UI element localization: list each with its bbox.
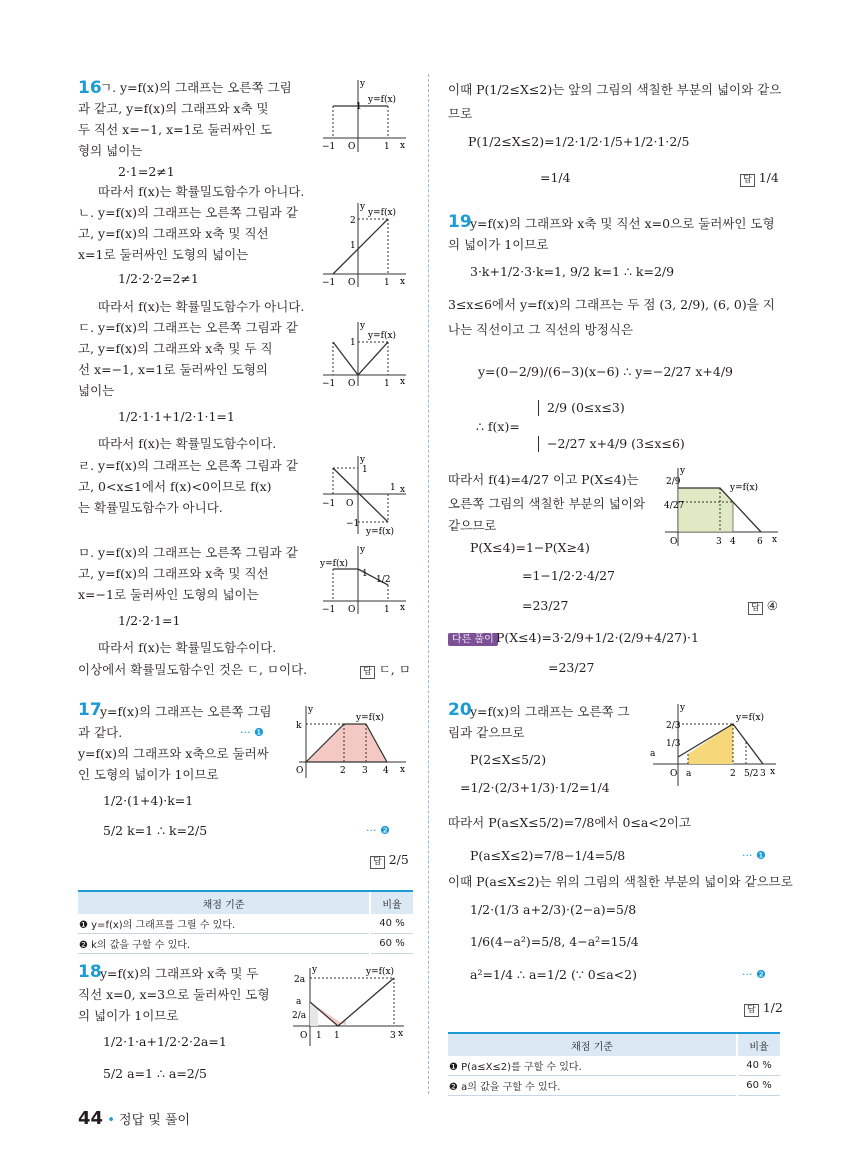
graph-label: 3 — [362, 766, 368, 776]
step-mark: ··· ❶ — [240, 726, 264, 739]
problem-number: 18 — [78, 962, 102, 982]
table-cell: ❷ k의 값을 구할 수 있다. — [78, 934, 370, 954]
answer: ④ — [766, 598, 778, 613]
equation: 5/2 a=1 ∴ a=2/5 — [103, 1066, 207, 1081]
text-line: 형의 넓이는 — [78, 143, 143, 158]
graph-label: a — [650, 749, 656, 759]
graph-label: 1 — [362, 465, 368, 475]
text-line: 따라서 f(x)는 확률밀도함수이다. — [98, 436, 277, 451]
equation: a²=1/4 ∴ a=1/2 (∵ 0≤a<2) — [470, 967, 637, 982]
text-line: 고, 0<x≤1에서 f(x)<0이므로 f(x) — [78, 479, 272, 494]
graph-label: y — [308, 705, 314, 715]
equation: P(X≤4)=1−P(X≥4) — [470, 540, 590, 555]
graph-label: −1 — [322, 379, 336, 388]
step-mark: ··· ❷ — [742, 968, 766, 981]
graph-label: 4/27 — [664, 501, 685, 511]
answer: ㄷ, ㅁ — [378, 662, 411, 677]
table-header: 채점 기준 — [78, 891, 370, 914]
equation: 2/9 (0≤x≤3) — [538, 400, 625, 416]
text-line: 의 넓이가 1이므로 — [78, 1008, 179, 1023]
equation: 1/2·(1/3 a+2/3)·(2−a)=5/8 — [470, 902, 637, 917]
text-line: 나는 직선이고 그 직선의 방정식은 — [448, 322, 633, 337]
text-line: x=−1로 둘러싸인 도형의 넓이는 — [78, 587, 259, 602]
graph-label: 3 — [760, 769, 766, 779]
equation: 1/2·(1+4)·k=1 — [103, 793, 194, 808]
graph-16a — [318, 76, 410, 154]
graph-label: −1 — [322, 142, 336, 152]
graph-20 — [648, 702, 780, 788]
graph-label: 2a — [294, 975, 306, 985]
text-line: 과 같고, y=f(x)의 그래프와 x축 및 — [78, 101, 269, 116]
graph-label: y — [360, 455, 366, 465]
graph-label: 6 — [757, 537, 763, 547]
curve-label: y=f(x) — [320, 559, 349, 569]
graph-label: O — [348, 278, 356, 288]
answer: 2/5 — [388, 852, 409, 867]
text-line: y=f(x)의 그래프와 x축으로 둘러싸 — [78, 746, 269, 761]
graph-label: −1 — [322, 278, 336, 288]
text-line: ㄹ. y=f(x)의 그래프는 오른쪽 그림과 같 — [78, 458, 298, 473]
text-line: 두 직선 x=−1, x=1로 둘러싸인 도 — [78, 122, 272, 137]
graph-label: 2 — [340, 766, 346, 776]
text-line: y=f(x)의 그래프는 오른쪽 그 — [470, 704, 630, 719]
graph-label: x — [772, 535, 778, 545]
equation: −2/27 x+4/9 (3≤x≤6) — [538, 436, 685, 452]
text-line: 선 x=−1, x=1로 둘러싸인 도형의 — [78, 362, 268, 377]
graph-label: 1/2 — [376, 575, 391, 585]
graph-label: O — [670, 537, 678, 547]
equation: =1/4 — [540, 170, 571, 185]
graph-label: 1 — [390, 483, 396, 493]
graph-label: 5/2 — [744, 769, 759, 779]
page-footer — [78, 1108, 190, 1129]
problem-number: 17 — [78, 700, 102, 720]
alternative-solution-badge: 다른 풀이 — [448, 633, 498, 646]
step-mark: ··· ❷ — [366, 824, 390, 837]
graph-18 — [288, 964, 408, 1048]
graph-label: 1 — [384, 379, 390, 388]
curve-label: y=f(x) — [736, 713, 765, 723]
text-line: 이때 P(a≤X≤2)는 위의 그림의 색칠한 부분의 넓이와 같으므로 — [448, 874, 793, 889]
graph-label: x — [400, 485, 406, 495]
equation: =1−1/2·2·4/27 — [522, 568, 615, 583]
text-line: y=f(x)의 그래프는 오른쪽 그림 — [100, 704, 272, 719]
text-line: 고, y=f(x)의 그래프와 x축 및 두 직 — [78, 341, 273, 356]
graph-label: 1 — [356, 102, 362, 112]
graph-label: a — [296, 997, 302, 1007]
graph-label: 1/3 — [666, 739, 681, 749]
table-row — [448, 1076, 780, 1096]
problem-number: 20 — [448, 700, 472, 720]
footer-title: 정답 및 풀이 — [119, 1113, 191, 1128]
graph-label: 1 — [384, 142, 390, 152]
graph-label: O — [300, 1031, 308, 1041]
answer-icon: 답 — [370, 856, 385, 869]
graph-label: 4 — [383, 766, 389, 776]
graph-label: 3 — [390, 1031, 396, 1041]
equation: ∴ f(x)= — [476, 419, 520, 434]
table-row — [78, 914, 413, 934]
graph-16e — [318, 544, 410, 616]
graph-label: 2 — [350, 216, 356, 226]
graph-label: x — [400, 765, 406, 775]
graph-label: 2/9 — [666, 477, 681, 487]
graph-16b — [318, 199, 410, 289]
axis-label: x — [400, 141, 406, 151]
graph-label: x — [400, 603, 406, 613]
answer-icon: 답 — [740, 174, 755, 187]
table-header: 비율 — [737, 1033, 780, 1056]
step-mark: ··· ❶ — [742, 849, 766, 862]
graph-label: −1 — [346, 519, 360, 529]
graph-label: x — [398, 1029, 404, 1039]
problem-number: 19 — [448, 212, 472, 232]
text-line: x=1로 둘러싸인 도형의 넓이는 — [78, 247, 249, 262]
problem-number: 16 — [78, 78, 102, 98]
table-cell: 60 % — [370, 934, 413, 954]
equation: =1/2·(2/3+1/3)·1/2=1/4 — [460, 780, 610, 795]
text-line: 따라서 f(x)는 확률밀도함수가 아니다. — [98, 184, 305, 199]
text-line: 넓이는 — [78, 383, 115, 398]
page-number: 44 — [78, 1108, 104, 1129]
graph-17 — [294, 702, 410, 780]
text-line: 고, y=f(x)의 그래프와 x축 및 직선 — [78, 566, 269, 581]
equation: y=(0−2/9)/(6−3)(x−6) ∴ y=−2/27 x+4/9 — [478, 364, 733, 379]
table-cell: 40 % — [737, 1056, 780, 1076]
text-line: 이상에서 확률밀도함수인 것은 ㄷ, ㅁ이다. — [78, 662, 308, 677]
graph-label: y — [312, 965, 318, 975]
graph-label: a — [686, 769, 692, 779]
curve-label: y=f(x) — [368, 331, 397, 341]
graph-label: O — [348, 379, 356, 388]
graph-label: x — [770, 767, 776, 777]
text-line: y=f(x)의 그래프와 x축 및 직선 x=0으로 둘러싸인 도형 — [470, 216, 775, 231]
table-cell: ❶ y=f(x)의 그래프를 그릴 수 있다. — [78, 914, 370, 934]
graph-label: −1 — [322, 499, 336, 509]
equation: P(2≤X≤5/2) — [470, 752, 547, 767]
equation: P(a≤X≤2)=7/8−1/4=5/8 — [470, 848, 626, 863]
graph-label: y — [360, 202, 366, 212]
equation: P(1/2≤X≤2)=1/2·1/2·1/5+1/2·1·2/5 — [468, 134, 690, 149]
curve-label: y=f(x) — [730, 483, 759, 493]
graph-label: 2/3 — [666, 721, 681, 731]
table-header: 비율 — [370, 891, 413, 914]
curve-label: y=f(x) — [366, 967, 395, 977]
text-line: 3≤x≤6에서 y=f(x)의 그래프는 두 점 (3, 2/9), (6, 0)을 지 — [448, 297, 775, 312]
text-line: 따라서 f(4)=4/27 이고 P(X≤4)는 — [448, 472, 639, 487]
graph-label: 4 — [730, 537, 736, 547]
text-line: 이때 P(1/2≤X≤2)는 앞의 그림의 색칠한 부분의 넓이와 같으 — [448, 82, 782, 97]
text-line: 따라서 P(a≤X≤5/2)=7/8에서 0≤a<2이고 — [448, 815, 691, 830]
answer: 1/4 — [758, 170, 779, 185]
graph-label: y — [680, 466, 686, 476]
equation: 1/2·1·1+1/2·1·1=1 — [118, 409, 235, 424]
axis-label: y — [360, 79, 366, 89]
text-line: 따라서 f(x)는 확률밀도함수가 아니다. — [98, 299, 305, 314]
graph-label: O — [296, 766, 304, 776]
text-line: ㄴ. y=f(x)의 그래프는 오른쪽 그림과 같 — [78, 205, 298, 220]
origin-label: O — [348, 142, 356, 152]
graph-label: y — [360, 321, 366, 331]
text-line: 직선 x=0, x=3으로 둘러싸인 도형 — [78, 987, 270, 1002]
graph-label: x — [400, 277, 406, 287]
table-cell: ❶ P(a≤X≤2)를 구할 수 있다. — [448, 1056, 737, 1076]
table-row — [78, 934, 413, 954]
text-line: 오른쪽 그림의 색칠한 부분의 넓이와 — [448, 496, 646, 511]
graph-19 — [660, 464, 780, 548]
text-line: ㄱ. y=f(x)의 그래프는 오른쪽 그림 — [100, 80, 292, 95]
table-cell: ❷ a의 값을 구할 수 있다. — [448, 1076, 737, 1096]
equation: 2·1=2≠1 — [118, 164, 175, 179]
equation: 1/2·1·a+1/2·2·2a=1 — [103, 1034, 227, 1049]
graph-label: 2 — [730, 769, 736, 779]
answer-icon: 답 — [360, 666, 375, 679]
text-line: y=f(x)의 그래프와 x축 및 두 — [100, 966, 259, 981]
equation: 1/2·2·2=2≠1 — [118, 271, 199, 286]
curve-label: y=f(x) — [356, 713, 385, 723]
equation: =23/27 — [548, 660, 595, 675]
table-header: 채점 기준 — [448, 1033, 737, 1056]
graph-label: k — [296, 721, 302, 731]
text-line: 인 도형의 넓이가 1이므로 — [78, 767, 219, 782]
grading-table-17 — [78, 890, 413, 954]
graph-label: 1 — [384, 605, 390, 615]
curve-label: y=f(x) — [368, 95, 397, 105]
table-cell: 60 % — [737, 1076, 780, 1096]
text-line: ㅁ. y=f(x)의 그래프는 오른쪽 그림과 같 — [78, 545, 298, 560]
graph-label: y — [360, 545, 366, 555]
graph-label: −1 — [322, 605, 336, 615]
graph-label: y — [680, 703, 686, 713]
text-line: 의 넓이가 1이므로 — [448, 237, 549, 252]
graph-label: 1 — [350, 338, 356, 348]
equation: 5/2 k=1 ∴ k=2/5 — [103, 823, 208, 838]
graph-label: O — [346, 499, 354, 509]
text-line: 따라서 f(x)는 확률밀도함수이다. — [98, 640, 277, 655]
curve-label: y=f(x) — [368, 208, 397, 218]
equation: P(X≤4)=3·2/9+1/2·(2/9+4/27)·1 — [496, 630, 699, 645]
equation: =23/27 — [522, 598, 569, 613]
graph-label: 1 — [384, 278, 390, 288]
table-cell: 40 % — [370, 914, 413, 934]
bullet-icon: • — [107, 1113, 115, 1128]
equation: 1/6(4−a²)=5/8, 4−a²=15/4 — [470, 934, 639, 949]
answer: 1/2 — [762, 1000, 783, 1015]
text-line: 는 확률밀도함수가 아니다. — [78, 500, 223, 515]
equation: 3·k+1/2·3·k=1, 9/2 k=1 ∴ k=2/9 — [470, 264, 675, 279]
graph-label: x — [400, 377, 406, 387]
graph-label: 1 — [362, 569, 368, 579]
grading-table-20 — [448, 1032, 780, 1096]
column-divider — [428, 74, 429, 1094]
text-line: 므로 — [448, 106, 473, 121]
answer-icon: 답 — [744, 1004, 759, 1017]
graph-label: 2/a — [292, 1011, 307, 1021]
graph-label: 1 — [334, 1031, 340, 1041]
text-line: 고, y=f(x)의 그래프와 x축 및 직선 — [78, 226, 269, 241]
graph-label: 1 — [316, 1031, 322, 1041]
graph-label: 1 — [350, 241, 356, 251]
graph-label: O — [348, 605, 356, 615]
graph-16c — [318, 320, 410, 388]
text-line: ㄷ. y=f(x)의 그래프는 오른쪽 그림과 같 — [78, 320, 298, 335]
curve-label: y=f(x) — [366, 527, 395, 536]
answer-icon: 답 — [748, 602, 763, 615]
graph-16d — [318, 454, 410, 536]
graph-label: 3 — [716, 537, 722, 547]
text-line: 과 같다. — [78, 725, 123, 740]
equation: 1/2·2·1=1 — [118, 613, 181, 628]
text-line: 림과 같으므로 — [448, 725, 525, 740]
graph-label: O — [670, 769, 678, 779]
table-row — [448, 1056, 780, 1076]
text-line: 같으므로 — [448, 518, 497, 533]
